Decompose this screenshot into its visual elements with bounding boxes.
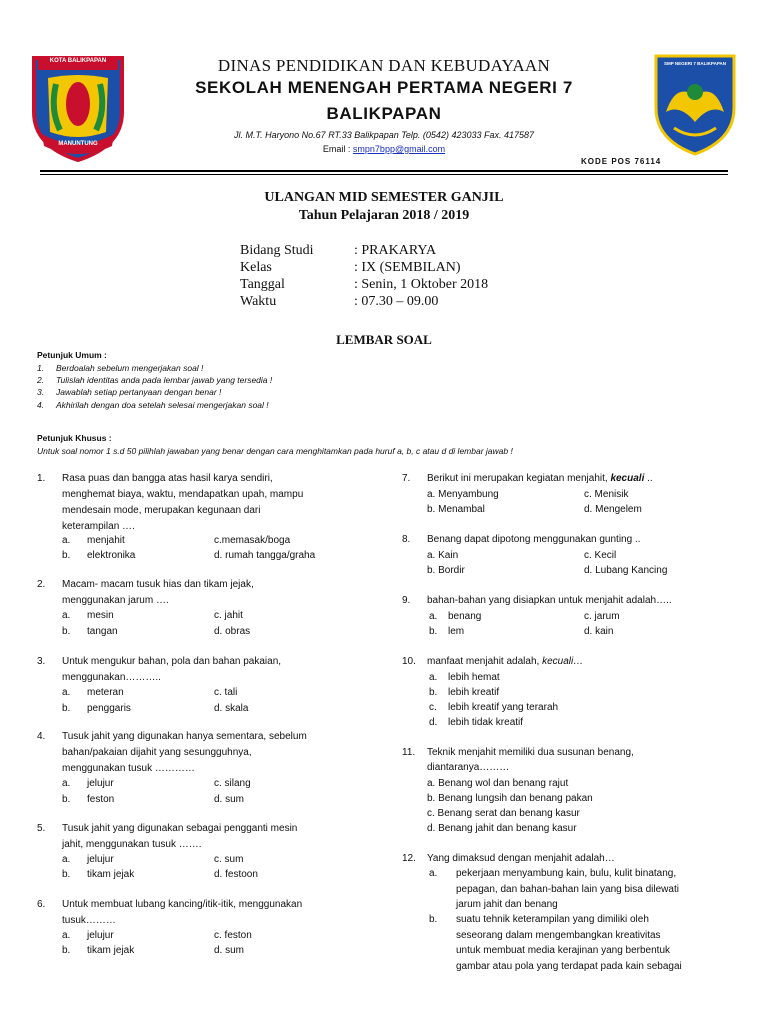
question-12: 12. Yang dimaksud dengan menjahit adalah… a. pekerjaan menyambung kain, bulu, kulit binatang, pepagan, dan bahan-bahan lain yang bisa dilewati jarum jahit dan benang b. suatu tehnik keterampilan yang dimiliki oleh seseorang dalam mengembangkan kreativitas untuk membuat media kerajinan yang berbentuk gambar atau pola yang terdapat pada kain sebagai [402, 853, 682, 972]
school-emblem-text: SMP NEGERI 7 BALIKPAPAN [663, 61, 726, 66]
question-4: 4. Tusuk jahit yang digunakan hanya sementara, sebelum bahan/pakaian dijahit yang sesungguhnya, menggunakan tusuk ………… a. jelujur c. silang b. feston d. sum [37, 731, 307, 805]
question-1: 1. Rasa puas dan bangga atas hasil karya sendiri, menghemat biaya, waktu, mendapatkan upah, mampu mendesain mode, merupakan kegunaan dari keterampilan …. a. menjahit c.memasak/boga b. elektronika d. rumah tangga/graha [37, 473, 316, 561]
list-item: 3. Jawablah setiap pertanyaan dengan benar ! [37, 387, 222, 398]
header-divider-thick [40, 170, 728, 172]
general-instructions-list [37, 362, 272, 411]
question-8: 8. Benang dapat dipotong menggunakan gunting .. a. Kain c. Kecil b. Bordir d. Lubang Kancing [402, 534, 668, 576]
special-instructions-heading: Petunjuk Khusus : [37, 433, 112, 443]
school-city: BALIKPAPAN [326, 104, 442, 123]
list-item: 2. Tulislah identitas anda pada lembar jawab yang tersedia ! [37, 375, 273, 386]
question-7: 7. Berikut ini merupakan kegiatan menjahit, kecuali .. a. Menyambung c. Menisik b. Menambal d. Mengelem [402, 473, 653, 515]
city-emblem-bottom-text: MANUNTUNG [58, 141, 98, 147]
department-name: DINAS PENDIDIKAN DAN KEBUDAYAAN [217, 56, 551, 75]
email-line [0, 144, 768, 154]
exam-info [240, 242, 488, 310]
general-instructions-heading: Petunjuk Umum : [37, 350, 107, 360]
question-10: 10. manfaat menjahit adalah, kecuali… a. lebih hemat b. lebih kreatif c. lebih kreatif yang terarah d. lebih tidak kreatif [402, 656, 584, 728]
school-address: Jl. M.T. Haryono No.67 RT.33 Balikpapan Telp. (0542) 423033 Fax. 417587 [233, 130, 535, 140]
question-11: 11. Teknik menjahit memiliki dua susunan benang, diantaranya……… a. Benang wol dan benang rajut b. Benang lungsih dan benang pakan c. Benang serat dan benang kasur d. Benang jahit dan benang kasur [402, 747, 634, 834]
question-3: 3. Untuk mengukur bahan, pola dan bahan pakaian, menggunakan……….. a. meteran c. tali b. penggaris d. skala [37, 656, 282, 714]
info-date: Tanggal : Senin, 1 Oktober 2018 [240, 277, 489, 292]
list-item: 4. Akhirilah dengan doa setelah selesai mengerjakan soal ! [37, 399, 269, 410]
school-name: SEKOLAH MENENGAH PERTAMA NEGERI 7 [195, 78, 573, 97]
question-5: 5. Tusuk jahit yang digunakan sebagai pengganti mesin jahit, menggunakan tusuk ……. a. jelujur c. sum b. tikam jejak d. festoon [37, 823, 298, 880]
info-class: Kelas : IX (SEMBILAN) [240, 260, 461, 275]
sheet-title: LEMBAR SOAL [336, 332, 432, 347]
city-emblem-top-text: KOTA BALIKPAPAN [49, 58, 107, 64]
list-item: 1. Berdoalah sebelum mengerjakan soal ! [37, 363, 204, 373]
email-link[interactable]: smpn7bpp@gmail.com [352, 144, 446, 154]
question-2: 2. Macam- macam tusuk hias dan tikam jejak, menggunakan jarum …. a. mesin c. jahit b. tangan d. obras [37, 579, 254, 637]
question-9: 9. bahan-bahan yang disiapkan untuk menjahit adalah….. a. benang c. jarum b. lem d. kain [402, 595, 672, 637]
email-label: Email : [322, 144, 351, 154]
info-time: Waktu : 07.30 – 09.00 [240, 294, 439, 309]
exam-title: ULANGAN MID SEMESTER GANJIL [264, 190, 504, 205]
special-instructions-text: Untuk soal nomor 1 s.d 50 pilihlah jawaban yang benar dengan cara menghitamkan pada huruf a, b, c atau d di lembar jawab ! [37, 446, 513, 456]
academic-year: Tahun Pelajaran 2018 / 2019 [298, 208, 470, 223]
question-6: 6. Untuk membuat lubang kancing/itik-itik, menggunakan tusuk……… a. jelujur c. feston b. tikam jejak d. sum [37, 899, 303, 956]
header-divider-thin [40, 174, 728, 175]
info-subject: Bidang Studi : PRAKARYA [240, 243, 437, 258]
postal-code: KODE POS 76114 [581, 157, 662, 166]
